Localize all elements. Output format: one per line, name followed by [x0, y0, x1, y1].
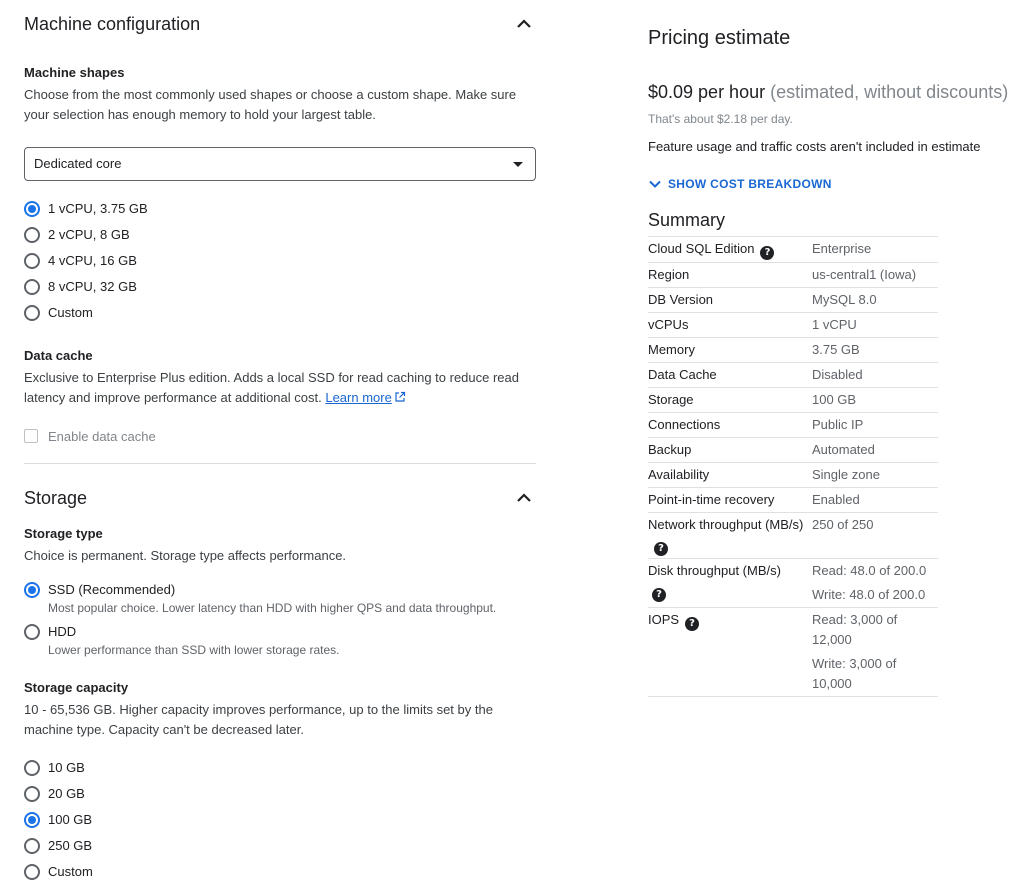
price-per-hour-value: $0.09 per hour: [648, 82, 766, 102]
machine-shape-option[interactable]: [24, 300, 536, 326]
machine-shape-option[interactable]: [24, 248, 536, 274]
help-icon[interactable]: ?: [685, 617, 699, 631]
price-per-hour: [648, 80, 1028, 104]
chevron-up-icon[interactable]: [512, 486, 536, 510]
storage-type-description: Choice is permanent. Storage type affects performance.: [24, 548, 347, 563]
price-estimated-note: (estimated, without discounts): [770, 82, 1009, 102]
summary-row: [648, 313, 938, 338]
left-panel: [24, 0, 536, 885]
radio-button[interactable]: [24, 838, 40, 854]
radio-button[interactable]: [24, 624, 40, 640]
summary-row: [648, 237, 938, 263]
summary-row: [648, 363, 938, 388]
summary-key: DB Version: [648, 288, 812, 313]
summary-row: [648, 413, 938, 438]
summary-value: Enabled: [812, 488, 938, 513]
summary-value: [812, 608, 938, 697]
radio-button[interactable]: [24, 279, 40, 295]
storage-type-label: Storage type: [24, 526, 103, 541]
pricing-panel: [648, 0, 1028, 697]
storage-capacity-option[interactable]: [24, 781, 536, 807]
machine-shape-option[interactable]: [24, 222, 536, 248]
storage-capacity-option[interactable]: [24, 833, 536, 859]
radio-button[interactable]: [24, 864, 40, 880]
summary-row: [648, 513, 938, 559]
storage-header[interactable]: [24, 486, 536, 530]
summary-row: [648, 559, 938, 608]
storage-capacity-option-label: 10 GB: [48, 760, 85, 775]
summary-key: Connections: [648, 413, 812, 438]
summary-value: Public IP: [812, 413, 938, 438]
summary-value: Disabled: [812, 363, 938, 388]
summary-key: Region: [648, 263, 812, 288]
summary-key: Storage: [648, 388, 812, 413]
enable-data-cache-checkbox[interactable]: [24, 429, 38, 443]
storage-type-option[interactable]: [24, 622, 536, 658]
learn-more-link[interactable]: Learn more: [325, 390, 392, 405]
enable-data-cache-label: Enable data cache: [48, 428, 156, 444]
summary-row: [648, 263, 938, 288]
machine-shapes-description: Choose from the most commonly used shapes or choose a custom shape. Make sure your selection has enough memory to hold your largest table.: [24, 87, 517, 122]
summary-value: 3.75 GB: [812, 338, 938, 363]
storage-capacity-label: Storage capacity: [24, 680, 129, 695]
radio-button[interactable]: [24, 582, 40, 598]
machine-shape-option-label: 2 vCPU, 8 GB: [48, 227, 130, 242]
show-cost-breakdown-button[interactable]: [648, 174, 1028, 194]
summary-key: Network throughput (MB/s)?: [648, 513, 812, 559]
machine-type-dropdown-value: Dedicated core: [34, 156, 122, 171]
storage-capacity-option-label: 100 GB: [48, 812, 93, 827]
summary-value: 250 of 250: [812, 513, 938, 559]
summary-value: 100 GB: [812, 388, 938, 413]
radio-button[interactable]: [24, 227, 40, 243]
storage-capacity-option[interactable]: [24, 859, 536, 885]
section-divider: [24, 463, 536, 464]
machine-shape-option[interactable]: [24, 196, 536, 222]
summary-row: [648, 608, 938, 697]
price-per-day: That's about $2.18 per day.: [648, 112, 793, 126]
data-cache-description-text: Exclusive to Enterprise Plus edition. Adds a local SSD for read caching to reduce read latency and improve performance at additional cost.: [24, 370, 519, 405]
storage-capacity-description: 10 - 65,536 GB. Higher capacity improves performance, up to the limits set by the machine type. Capacity can't be decreased later.: [24, 702, 493, 737]
storage-type-option-description: Lower performance than SSD with lower storage rates.: [48, 643, 340, 657]
summary-table: [648, 236, 938, 697]
storage-type-radio-group: [24, 580, 536, 658]
radio-button[interactable]: [24, 812, 40, 828]
machine-config-header[interactable]: [24, 12, 536, 56]
storage-capacity-radio-group: [24, 755, 536, 885]
machine-shape-option[interactable]: [24, 274, 536, 300]
summary-key: Backup: [648, 438, 812, 463]
radio-button[interactable]: [24, 305, 40, 321]
summary-key: Availability: [648, 463, 812, 488]
summary-key: Cloud SQL Edition ?: [648, 237, 812, 263]
machine-shape-option-label: 4 vCPU, 16 GB: [48, 253, 137, 268]
radio-button[interactable]: [24, 760, 40, 776]
dropdown-arrow-icon: [513, 162, 523, 167]
summary-row: [648, 438, 938, 463]
external-link-icon[interactable]: [394, 391, 406, 403]
summary-key: Disk throughput (MB/s) ?: [648, 559, 812, 608]
radio-button[interactable]: [24, 786, 40, 802]
storage-capacity-option-label: Custom: [48, 864, 93, 879]
machine-shapes-label: Machine shapes: [24, 65, 125, 80]
summary-value: Enterprise: [812, 237, 938, 263]
summary-value-line: Read: 48.0 of 200.0: [812, 563, 927, 578]
summary-value: Automated: [812, 438, 938, 463]
help-icon[interactable]: ?: [652, 588, 666, 602]
summary-value: MySQL 8.0: [812, 288, 938, 313]
pricing-title: Pricing estimate: [648, 27, 791, 49]
storage-capacity-option-label: 250 GB: [48, 838, 93, 853]
feature-usage-note: Feature usage and traffic costs aren't included in estimate: [648, 139, 981, 154]
storage-capacity-option[interactable]: [24, 807, 536, 833]
machine-shape-option-label: 8 vCPU, 32 GB: [48, 279, 137, 294]
summary-value-line: Read: 3,000 of 12,000: [812, 612, 898, 647]
summary-value-line: Write: 3,000 of 10,000: [812, 656, 897, 691]
machine-config-title: Machine configuration: [24, 14, 201, 34]
chevron-down-icon: [648, 177, 662, 191]
summary-value: Single zone: [812, 463, 938, 488]
machine-shape-radio-group: [24, 196, 536, 326]
machine-type-dropdown[interactable]: [24, 147, 536, 181]
summary-row: [648, 288, 938, 313]
summary-key: Point-in-time recovery: [648, 488, 812, 513]
radio-button[interactable]: [24, 253, 40, 269]
summary-key: vCPUs: [648, 313, 812, 338]
data-cache-label: Data cache: [24, 348, 93, 363]
machine-shape-option-label: Custom: [48, 305, 93, 320]
summary-row: [648, 388, 938, 413]
radio-button[interactable]: [24, 201, 40, 217]
show-cost-breakdown-label: SHOW COST BREAKDOWN: [668, 177, 832, 191]
summary-row: [648, 338, 938, 363]
help-icon[interactable]: ?: [654, 542, 668, 556]
enable-data-cache-checkbox-row[interactable]: [24, 423, 536, 449]
storage-type-option-label: SSD (Recommended): [48, 582, 176, 597]
storage-capacity-option-label: 20 GB: [48, 786, 85, 801]
summary-value: [812, 559, 938, 608]
chevron-up-icon[interactable]: [512, 12, 536, 36]
summary-value: us-central1 (Iowa): [812, 263, 938, 288]
data-cache-description: [24, 368, 536, 408]
summary-key: Memory: [648, 338, 812, 363]
summary-value-line: Write: 48.0 of 200.0: [812, 587, 926, 602]
machine-shape-option-label: 1 vCPU, 3.75 GB: [48, 201, 148, 216]
help-icon[interactable]: ?: [760, 246, 774, 260]
summary-row: [648, 463, 938, 488]
summary-title: Summary: [648, 210, 726, 230]
storage-title: Storage: [24, 488, 88, 508]
summary-key: IOPS ?: [648, 608, 812, 697]
summary-key: Data Cache: [648, 363, 812, 388]
storage-type-option-label: HDD: [48, 624, 77, 639]
storage-capacity-option[interactable]: [24, 755, 536, 781]
storage-type-option[interactable]: [24, 580, 536, 616]
storage-type-option-description: Most popular choice. Lower latency than HDD with higher QPS and data throughput.: [48, 601, 497, 615]
summary-row: [648, 488, 938, 513]
summary-value: 1 vCPU: [812, 313, 938, 338]
